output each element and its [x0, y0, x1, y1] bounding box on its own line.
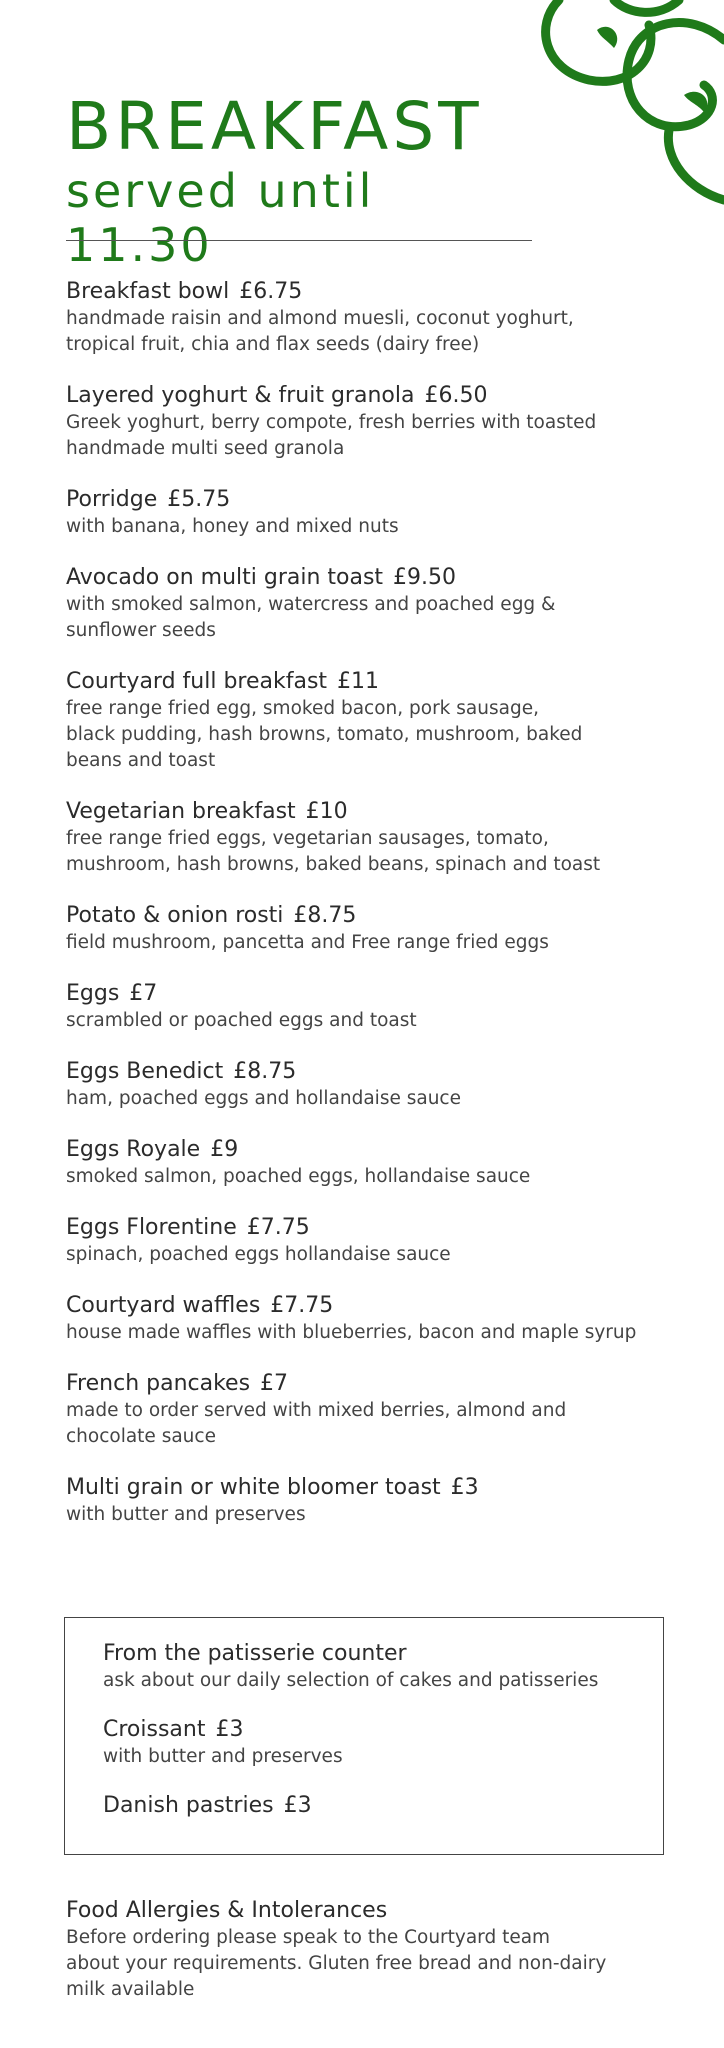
allergy-line: milk available [66, 1979, 195, 2000]
item-price: £8.75 [293, 903, 357, 928]
item-desc-line: beans and toast [66, 750, 216, 771]
menu-item [66, 486, 686, 540]
patisserie-heading-desc: ask about our daily selection of cakes and patisseries [103, 1670, 599, 1691]
item-desc-line: tropical fruit, chia and flax seeds (dairy free) [66, 334, 480, 355]
item-name [66, 382, 686, 410]
item-price: £5.75 [167, 487, 231, 512]
decorative-swirl-icon [519, 0, 724, 215]
item-price: £8.75 [233, 1059, 297, 1084]
menu-title: BREAKFAST [66, 88, 483, 165]
menu-item [66, 902, 686, 956]
menu-item [66, 278, 686, 358]
item-desc-line: free range fried eggs, vegetarian sausages, tomato, [66, 828, 549, 849]
item-desc-line: black pudding, hash browns, tomato, mushroom, baked [66, 724, 583, 745]
item-price: £6.75 [239, 279, 303, 304]
item-price: £11 [337, 669, 380, 694]
allergy-line: Before ordering please speak to the Courtyard team [66, 1927, 551, 1948]
item-price: £10 [305, 799, 348, 824]
item-desc-line: made to order served with mixed berries, almond and [66, 1400, 567, 1421]
item-name [66, 486, 686, 514]
item-title: Vegetarian breakfast [66, 799, 296, 824]
item-name [66, 1136, 686, 1164]
item-desc-line: handmade multi seed granola [66, 438, 345, 459]
item-name [103, 1716, 627, 1744]
patisserie-item [103, 1792, 627, 1820]
item-desc-line: mushroom, hash browns, baked beans, spinach and toast [66, 854, 601, 875]
menu-item [66, 1058, 686, 1112]
item-name [66, 668, 686, 696]
breakfast-menu-list [66, 278, 686, 1552]
item-price: £7 [260, 1371, 289, 1396]
allergy-notice [66, 1897, 666, 2003]
item-name [66, 798, 686, 826]
item-title: Avocado on multi grain toast [66, 565, 384, 590]
item-title: Eggs Florentine [66, 1215, 237, 1240]
item-name [66, 980, 686, 1008]
item-title: Eggs Benedict [66, 1059, 224, 1084]
item-desc-line: free range fried egg, smoked bacon, pork sausage, [66, 698, 539, 719]
header-divider [66, 240, 532, 241]
patisserie-heading-item [103, 1640, 627, 1694]
menu-item [66, 1474, 686, 1528]
item-name [66, 1370, 686, 1398]
item-name [66, 1214, 686, 1242]
menu-item [66, 1292, 686, 1346]
item-price: £3 [283, 1793, 312, 1818]
item-price: £7.75 [246, 1215, 310, 1240]
menu-item [66, 980, 686, 1034]
item-price: £3 [450, 1475, 479, 1500]
item-price: £3 [215, 1717, 244, 1742]
item-title: Layered yoghurt & fruit granola [66, 383, 415, 408]
menu-item [66, 1214, 686, 1268]
item-desc-line: chocolate sauce [66, 1426, 216, 1447]
item-price: £9.50 [393, 565, 457, 590]
item-price: £7.75 [270, 1293, 334, 1318]
item-name [66, 1292, 686, 1320]
item-desc-line: house made waffles with blueberries, bacon and maple syrup [66, 1322, 637, 1343]
item-price: £6.50 [424, 383, 488, 408]
item-desc-line: with banana, honey and mixed nuts [66, 516, 399, 537]
item-title: Breakfast bowl [66, 279, 230, 304]
patisserie-heading: From the patisserie counter [103, 1641, 407, 1666]
item-name [103, 1792, 627, 1820]
item-title: Multi grain or white bloomer toast [66, 1475, 441, 1500]
item-title: Potato & onion rosti [66, 903, 284, 928]
item-desc-line: field mushroom, pancetta and Free range fried eggs [66, 932, 549, 953]
item-desc-line: spinach, poached eggs hollandaise sauce [66, 1244, 451, 1265]
item-title: Croissant [103, 1717, 206, 1742]
item-desc-line: Greek yoghurt, berry compote, fresh berries with toasted [66, 412, 597, 433]
menu-item [66, 382, 686, 462]
menu-item [66, 1136, 686, 1190]
menu-item [66, 564, 686, 644]
item-name [66, 902, 686, 930]
item-title: Danish pastries [103, 1793, 274, 1818]
item-price: £9 [210, 1137, 239, 1162]
item-name [66, 278, 686, 306]
item-name [66, 1058, 686, 1086]
item-desc: with butter and preserves [103, 1746, 343, 1767]
menu-item [66, 668, 686, 774]
patisserie-item [103, 1716, 627, 1770]
allergy-heading: Food Allergies & Intolerances [66, 1898, 388, 1923]
item-title: Courtyard full breakfast [66, 669, 328, 694]
item-desc-line: scrambled or poached eggs and toast [66, 1010, 417, 1031]
menu-item [66, 798, 686, 878]
item-desc-line: with butter and preserves [66, 1504, 306, 1525]
menu-subtitle: served until 11.30 [66, 164, 375, 272]
item-desc-line: sunflower seeds [66, 620, 216, 641]
item-title: Eggs [66, 981, 120, 1006]
allergy-line: about your requirements. Gluten free bread and non-dairy [66, 1953, 607, 1974]
item-name [66, 1474, 686, 1502]
item-desc-line: handmade raisin and almond muesli, coconut yoghurt, [66, 308, 574, 329]
item-title: Porridge [66, 487, 158, 512]
item-title: Eggs Royale [66, 1137, 201, 1162]
menu-item [66, 1370, 686, 1450]
item-desc-line: with smoked salmon, watercress and poached egg & [66, 594, 556, 615]
item-title: French pancakes [66, 1371, 251, 1396]
menu-header [66, 88, 536, 272]
patisserie-box [64, 1617, 664, 1855]
item-price: £7 [129, 981, 158, 1006]
item-desc-line: smoked salmon, poached eggs, hollandaise sauce [66, 1166, 531, 1187]
item-name [66, 564, 686, 592]
item-title: Courtyard waffles [66, 1293, 261, 1318]
item-desc-line: ham, poached eggs and hollandaise sauce [66, 1088, 461, 1109]
